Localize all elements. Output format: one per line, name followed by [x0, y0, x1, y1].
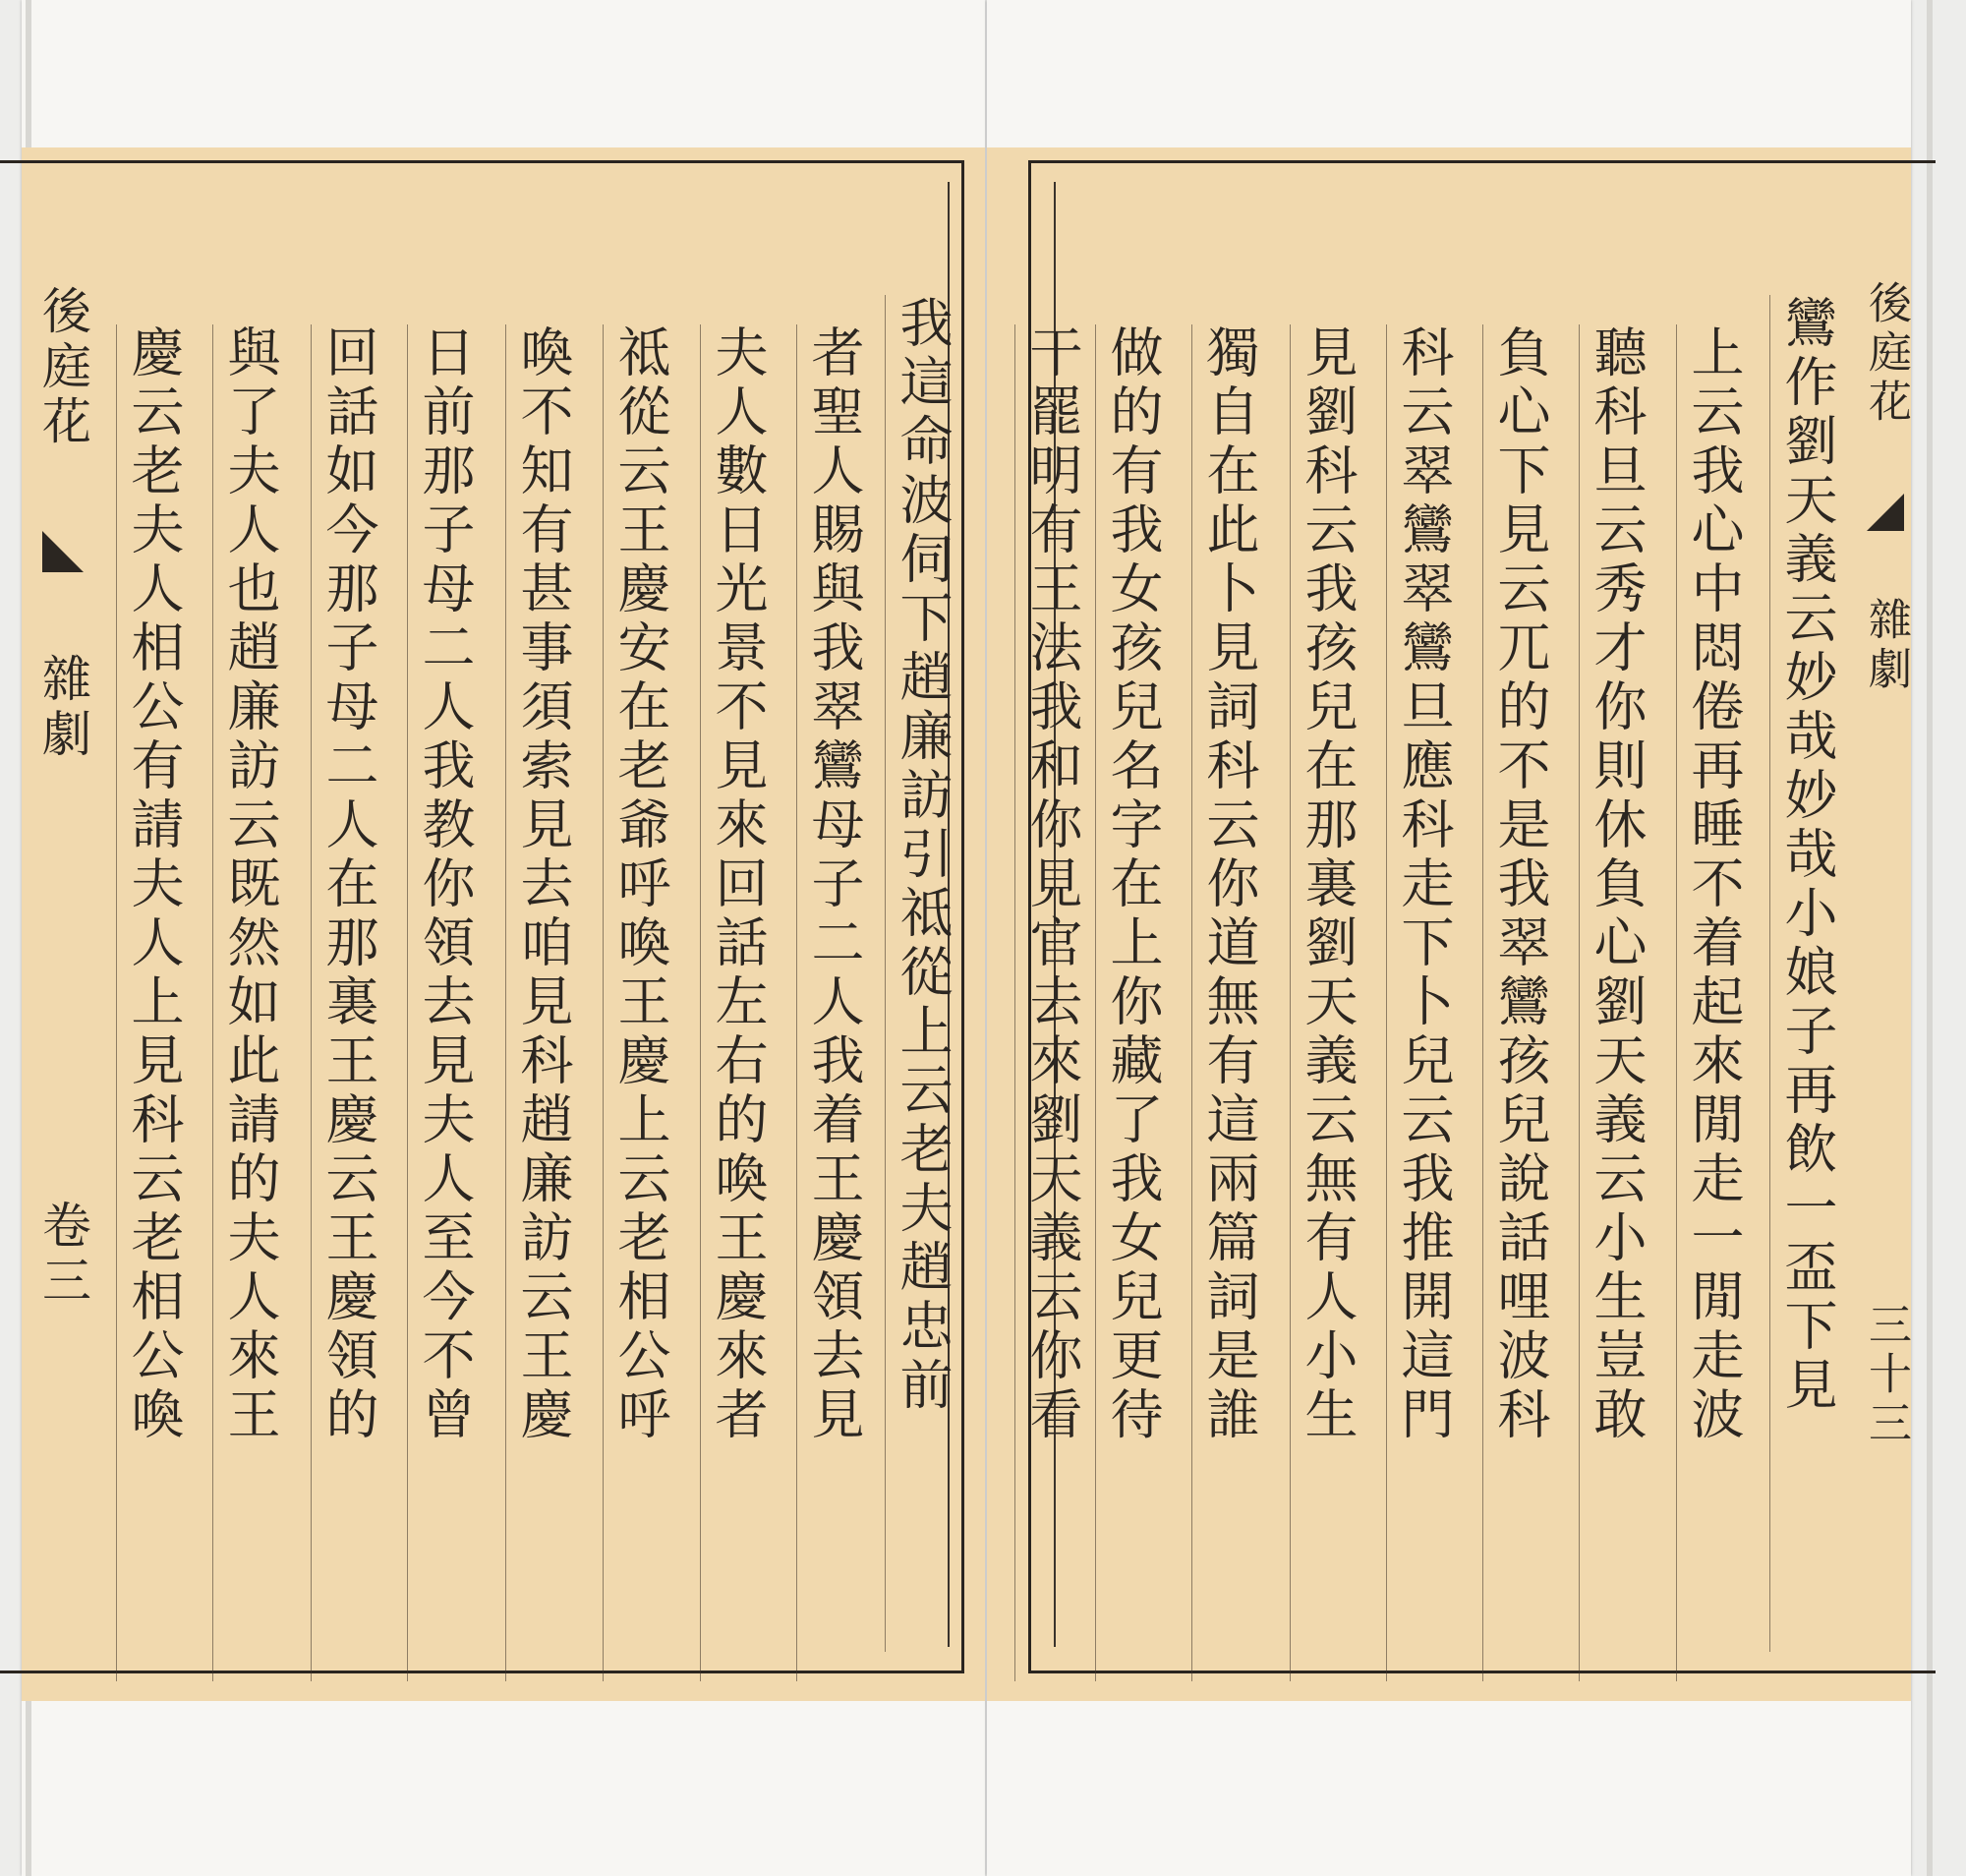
- right-text-column: 做的有我女孩兒名字在上你藏了我女兒更待: [1095, 324, 1169, 1681]
- left-gutter-title: 後庭花: [34, 285, 91, 450]
- right-text-column: 干罷明有王法我和你見官去來劉天義云你看: [1014, 324, 1088, 1681]
- right-gutter-section: 雜劇: [1861, 597, 1911, 695]
- left-gutter: [29, 285, 98, 1662]
- left-text-column: 與了夫人也趙廉訪云既然如此請的夫人來王: [212, 324, 286, 1681]
- fishtail-mark-icon: [42, 531, 84, 572]
- left-gutter-folio: 卷三: [34, 1200, 91, 1310]
- left-text-column: 喚不知有甚事須索見去咱見科趙廉訪云王慶: [505, 324, 579, 1681]
- right-gutter-title: 後庭花: [1861, 280, 1911, 428]
- right-text-column: 科云翠鸞翠鸞旦應科走下卜兒云我推開這門: [1386, 324, 1460, 1681]
- left-text-column: 夫人數日光景不見來回話左右的喚王慶來者: [700, 324, 774, 1681]
- fishtail-mark-icon: [1867, 494, 1904, 531]
- right-text-column: 上云我心中悶倦再睡不着起來閒走一閒走波: [1676, 324, 1750, 1681]
- left-text-column: 祗從云王慶安在老爺呼喚王慶上云老相公呼: [603, 324, 676, 1681]
- right-text-column: 獨自在此卜見詞科云你道無有這兩篇詞是誰: [1191, 324, 1265, 1681]
- right-text-column: 負心下見云兀的不是我翠鸞孩兒說話哩波科: [1482, 324, 1556, 1681]
- right-text-column: 聽科旦云秀才你則休負心劉天義云小生豈敢: [1579, 324, 1652, 1681]
- left-gutter-section: 雜劇: [34, 653, 91, 763]
- right-text-column: 鸞作劉天義云妙哉妙哉小娘子再飲一盃下見: [1769, 295, 1843, 1652]
- left-text-column: 日前那子母二人我教你領去見夫人至今不曾: [407, 324, 481, 1681]
- left-text-column: 者聖人賜與我翠鸞母子二人我着王慶領去見: [796, 324, 870, 1681]
- right-gutter-folio: 三十三: [1861, 1302, 1911, 1449]
- right-gutter: [1858, 280, 1917, 1657]
- left-text-column: 慶云老夫人相公有請夫人上見科云老相公喚: [116, 324, 190, 1681]
- left-text-column: 我這命波伺下趙廉訪引祗從上云老夫趙忠前: [885, 295, 958, 1652]
- right-text-column: 見劉科云我孩兒在那裏劉天義云無有人小生: [1290, 324, 1363, 1681]
- left-text-column: 回話如今那子母二人在那裏王慶云王慶領的: [311, 324, 384, 1681]
